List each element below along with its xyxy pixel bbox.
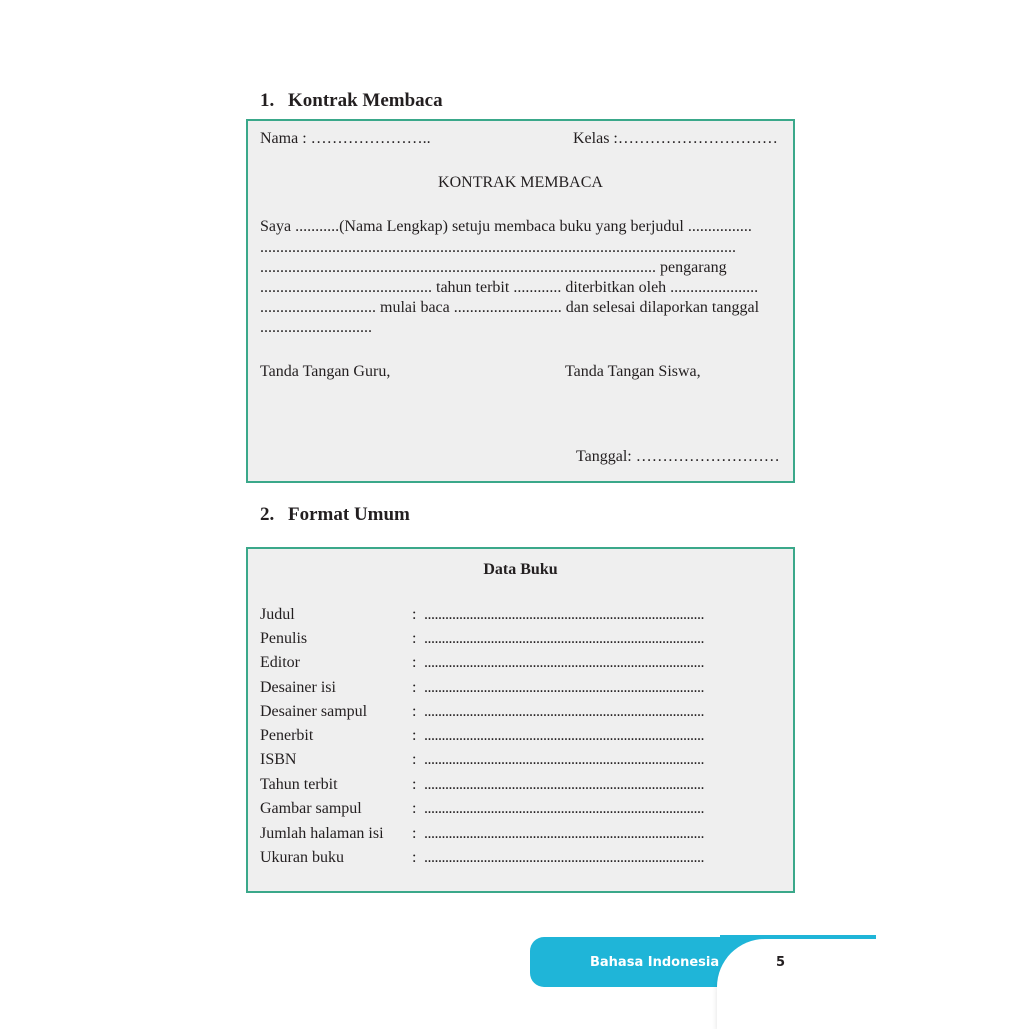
book-data-row bbox=[260, 704, 780, 726]
field-blank: ................................................................................ bbox=[424, 727, 704, 744]
field-separator: : bbox=[412, 776, 417, 793]
section-number: 1. bbox=[260, 90, 275, 111]
field-blank: ................................................................................ bbox=[424, 606, 704, 623]
field-label: Gambar sampul bbox=[260, 800, 362, 817]
section-title-text: Format Umum bbox=[288, 504, 410, 525]
field-label: ISBN bbox=[260, 751, 297, 768]
contract-line: ....................................................................................................................... bbox=[260, 239, 736, 256]
class-field: Kelas :………………………… bbox=[573, 130, 778, 147]
book-data-row bbox=[260, 728, 780, 750]
book-data-row bbox=[260, 850, 780, 872]
field-separator: : bbox=[412, 679, 417, 696]
reading-contract-box bbox=[246, 119, 795, 483]
field-separator: : bbox=[412, 727, 417, 744]
student-signature-label: Tanda Tangan Siswa, bbox=[565, 363, 701, 380]
field-blank: ................................................................................ bbox=[424, 751, 704, 768]
book-data-heading: Data Buku bbox=[483, 561, 558, 578]
section-title-text: Kontrak Membaca bbox=[288, 90, 443, 111]
field-label: Penerbit bbox=[260, 727, 314, 744]
field-separator: : bbox=[412, 825, 417, 842]
contract-line: Saya ...........(Nama Lengkap) setuju membaca buku yang berjudul ................ bbox=[260, 218, 752, 235]
contract-line: ........................................... tahun terbit ............ diterbitkan oleh ...................... bbox=[260, 279, 759, 296]
field-separator: : bbox=[412, 606, 417, 623]
section-number: 2. bbox=[260, 504, 275, 525]
book-data-row bbox=[260, 680, 780, 702]
contract-heading: KONTRAK MEMBACA bbox=[438, 174, 603, 191]
name-field: Nama : ………………….. bbox=[260, 130, 431, 147]
book-data-row bbox=[260, 777, 780, 799]
field-separator: : bbox=[412, 703, 417, 720]
page-number: 5 bbox=[776, 955, 786, 970]
field-label: Judul bbox=[260, 606, 295, 623]
contract-line: ................................................................................................... pengarang bbox=[260, 259, 727, 276]
field-blank: ................................................................................ bbox=[424, 849, 704, 866]
field-label: Desainer isi bbox=[260, 679, 336, 696]
field-blank: ................................................................................ bbox=[424, 630, 704, 647]
field-blank: ................................................................................ bbox=[424, 800, 704, 817]
field-separator: : bbox=[412, 751, 417, 768]
book-data-row bbox=[260, 607, 780, 629]
field-separator: : bbox=[412, 630, 417, 647]
footer-page-tab bbox=[717, 939, 887, 1029]
field-blank: ................................................................................ bbox=[424, 703, 704, 720]
field-blank: ................................................................................ bbox=[424, 679, 704, 696]
field-blank: ................................................................................ bbox=[424, 654, 704, 671]
contract-line: ............................ bbox=[260, 319, 372, 336]
book-data-row bbox=[260, 801, 780, 823]
field-label: Desainer sampul bbox=[260, 703, 368, 720]
book-data-box bbox=[246, 547, 795, 893]
contract-line: ............................. mulai baca ........................... dan selesai dilaporkan tanggal bbox=[260, 299, 760, 316]
field-blank: ................................................................................ bbox=[424, 776, 704, 793]
teacher-signature-label: Tanda Tangan Guru, bbox=[260, 363, 391, 380]
field-separator: : bbox=[412, 849, 417, 866]
field-label: Jumlah halaman isi bbox=[260, 825, 384, 842]
field-blank: ................................................................................ bbox=[424, 825, 704, 842]
section-title-format-umum bbox=[260, 505, 410, 524]
field-separator: : bbox=[412, 654, 417, 671]
book-data-row bbox=[260, 826, 780, 848]
field-label: Penulis bbox=[260, 630, 308, 647]
field-label: Ukuran buku bbox=[260, 849, 344, 866]
field-label: Editor bbox=[260, 654, 300, 671]
book-data-row bbox=[260, 631, 780, 653]
book-data-row bbox=[260, 655, 780, 677]
field-label: Tahun terbit bbox=[260, 776, 338, 793]
book-data-row bbox=[260, 752, 780, 774]
section-title-kontrak-membaca bbox=[260, 91, 443, 110]
field-separator: : bbox=[412, 800, 417, 817]
date-field: Tanggal: ……………………… bbox=[576, 448, 780, 465]
footer-subject-label: Bahasa Indonesia bbox=[590, 955, 720, 970]
